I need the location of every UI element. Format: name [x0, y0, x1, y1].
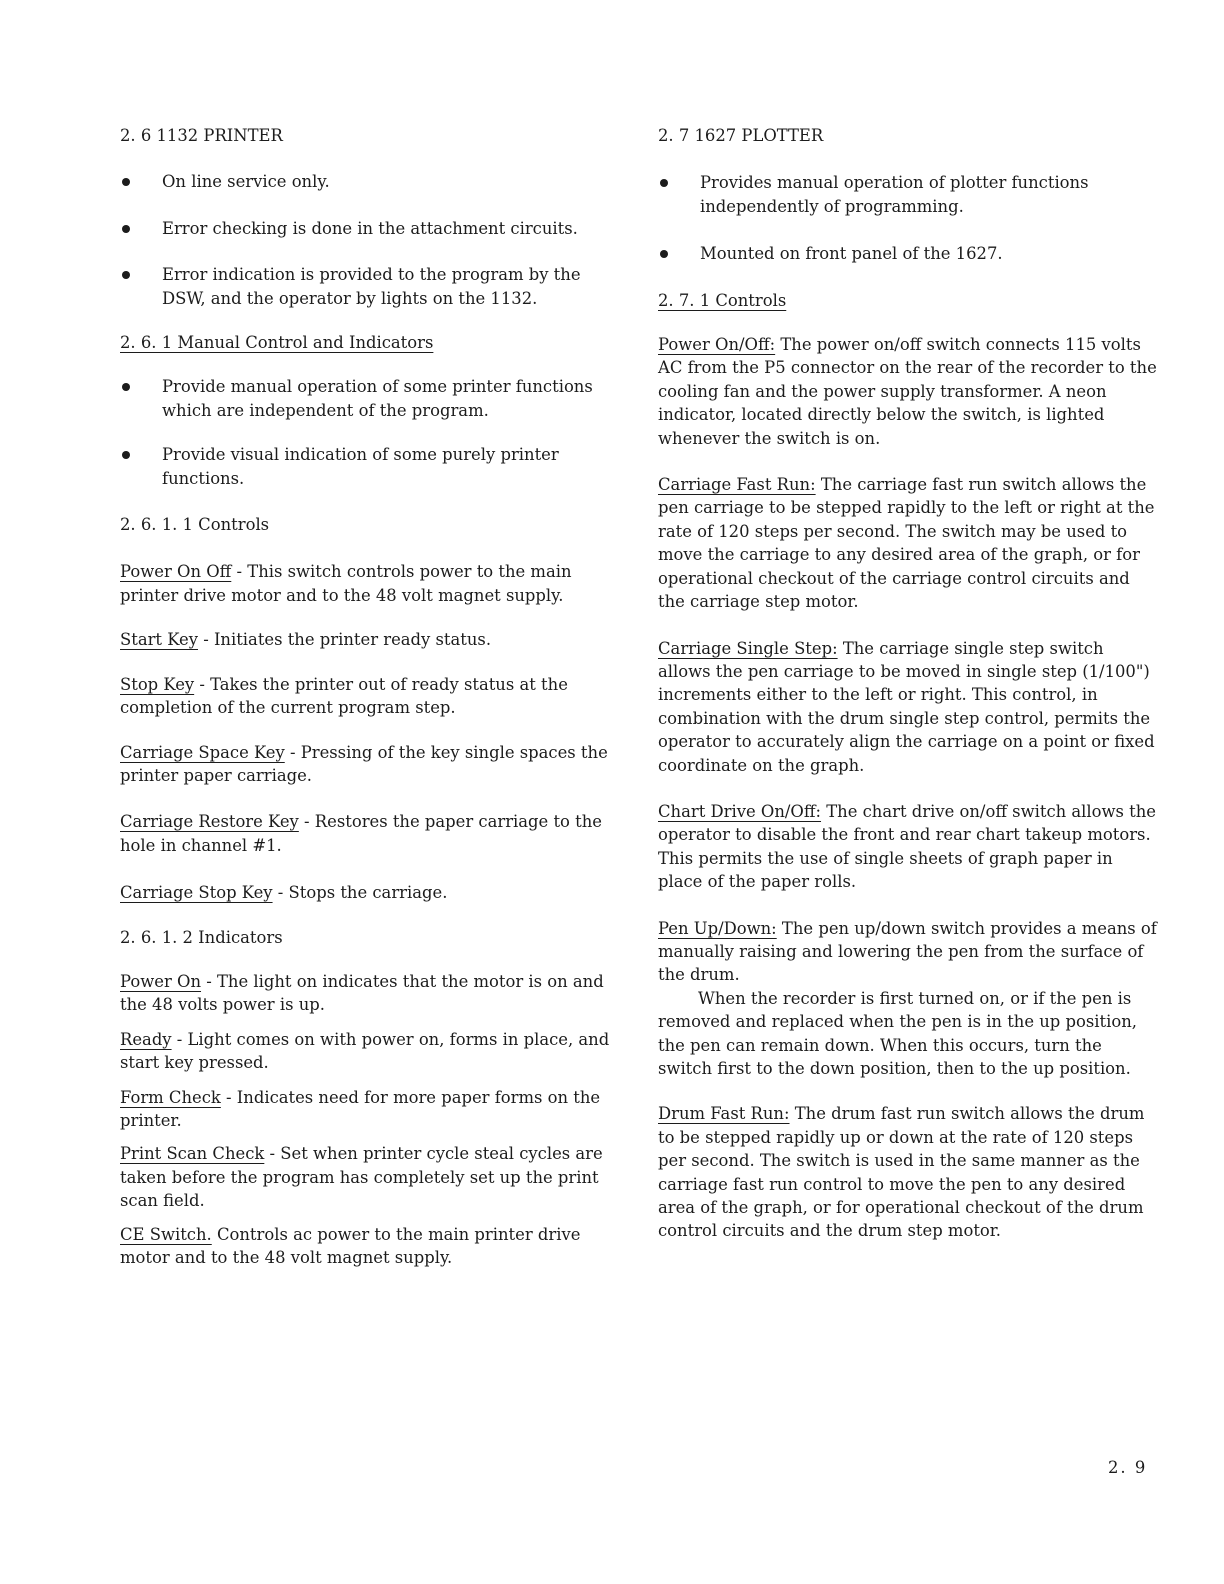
- bullet-icon: [660, 179, 668, 187]
- definition: The chart drive on/off switch allows the operator to disable the front and rear chart takeup motors. This permits the use of single sheets of graph paper in place of the paper rolls.: [658, 801, 1157, 892]
- list-item: [120, 375, 615, 422]
- indicator-entry: [120, 970, 615, 1017]
- definition: The carriage fast run switch allows the pen carriage to be stepped rapidly to the left or right at the rate of 120 steps per second. The switch may be used to move the carriage to any desired area of the graph, or for operational checkout of the carriage control circuits and the carriage step motor.: [658, 475, 1155, 612]
- term: CE Switch.: [120, 1224, 212, 1244]
- term: Carriage Stop Key: [120, 883, 273, 903]
- bullet-icon: [122, 383, 130, 391]
- term: Carriage Space Key: [120, 742, 285, 762]
- list-item: [120, 170, 615, 193]
- control-entry: [658, 917, 1158, 987]
- term: Pen Up/Down:: [658, 918, 777, 938]
- indicator-entry: [120, 1223, 615, 1270]
- subsection-heading-manual-control: 2. 6. 1 Manual Control and Indicators: [120, 333, 434, 353]
- term: Print Scan Check: [120, 1144, 265, 1164]
- list-item: [120, 443, 615, 490]
- list-item: [120, 217, 615, 240]
- bullet-icon: [122, 178, 130, 186]
- term: Carriage Fast Run:: [658, 475, 816, 495]
- definition: - The light on indicates that the motor is on and the 48 volts power is up.: [120, 971, 604, 1015]
- definition: - Light comes on with power on, forms in place, and start key pressed.: [120, 1029, 610, 1073]
- definition: The carriage single step switch allows the pen carriage to be moved in single step (1/100") increments either to the left or right. This control, in combination with the drum single step control, permits the operator to accurately align the carriage on a point or fixed coordinate on the graph.: [658, 638, 1155, 775]
- list-item: [120, 263, 615, 310]
- term: Chart Drive On/Off:: [658, 801, 822, 821]
- bullet-icon: [122, 225, 130, 233]
- indicator-entry: [120, 1028, 615, 1075]
- definition: - This switch controls power to the main printer drive motor and to the 48 volt magnet supply.: [120, 562, 572, 605]
- control-entry: [658, 1102, 1158, 1242]
- indicator-entry: [120, 1142, 615, 1212]
- bullet-icon: [122, 451, 130, 459]
- control-entry: [658, 637, 1158, 777]
- control-entry: [120, 628, 615, 651]
- bullet-text: Mounted on front panel of the 1627.: [700, 244, 1003, 264]
- term: Power On: [120, 971, 202, 991]
- term: Power On/Off:: [658, 335, 776, 355]
- indicator-entry: [120, 1086, 615, 1133]
- bullet-text: On line service only.: [162, 172, 330, 192]
- section-heading-plotter: 2. 7 1627 PLOTTER: [658, 126, 824, 145]
- bullet-text: Provides manual operation of plotter functions independently of programming.: [700, 173, 1089, 216]
- control-entry: [120, 881, 615, 904]
- bullet-icon: [122, 271, 130, 279]
- definition: - Restores the paper carriage to the hole in channel #1.: [120, 812, 602, 855]
- left-column: [120, 124, 615, 1269]
- term: Stop Key: [120, 674, 195, 694]
- controls-heading: 2. 7. 1 Controls: [658, 290, 787, 310]
- term: Power On Off: [120, 562, 232, 582]
- term: Carriage Single Step:: [658, 638, 838, 658]
- bullet-text: Error checking is done in the attachment circuits.: [162, 218, 578, 238]
- pen-note: When the recorder is first turned on, or if the pen is removed and replaced when the pen is in the up position, the pen can remain down. When this occurs, turn the switch first to the down position, then to the up position.: [658, 988, 1137, 1078]
- term: Form Check: [120, 1087, 221, 1107]
- definition: The drum fast run switch allows the drum to be stepped rapidly up or down at the rate of 120 steps per second. The switch is used in the same manner as the carriage fast run control to move the pen to any desired area of the graph, or for operational checkout of the drum control circuits and the drum step motor.: [658, 1104, 1145, 1241]
- control-entry: [120, 560, 615, 607]
- definition: - Stops the carriage.: [272, 883, 448, 903]
- right-column: [658, 124, 1158, 1243]
- term: Ready: [120, 1029, 172, 1049]
- control-entry: [658, 473, 1158, 613]
- term: Drum Fast Run:: [658, 1104, 790, 1124]
- definition: The pen up/down switch provides a means of manually raising and lowering the pen from the surface of the drum.: [658, 918, 1157, 985]
- list-item: [658, 242, 1158, 265]
- page-number: 2. 9: [1108, 1458, 1148, 1477]
- bullet-text: Error indication is provided to the program by the DSW, and the operator by lights on the 1132.: [162, 265, 581, 308]
- term: Carriage Restore Key: [120, 812, 299, 832]
- bullet-text: Provide manual operation of some printer functions which are independent of the program.: [162, 377, 593, 420]
- control-entry: [120, 673, 615, 720]
- control-entry: [120, 741, 615, 788]
- definition: - Set when printer cycle steal cycles are taken before the program has completely set up the print scan field.: [120, 1144, 603, 1211]
- definition: The power on/off switch connects 115 volts AC from the P5 connector on the rear of the recorder to the cooling fan and the power supply transformer. A neon indicator, located directly below the switch, is lighted whenever the switch is on.: [658, 335, 1157, 448]
- definition: Controls ac power to the main printer drive motor and to the 48 volt magnet supply.: [120, 1224, 581, 1267]
- definition: - Indicates need for more paper forms on the printer.: [120, 1087, 601, 1130]
- term: Start Key: [120, 630, 198, 650]
- section-heading-printer: 2. 6 1132 PRINTER: [120, 126, 283, 145]
- definition: - Takes the printer out of ready status at the completion of the current program step.: [120, 674, 568, 718]
- control-entry: [658, 800, 1158, 894]
- definition: - Pressing of the key single spaces the printer paper carriage.: [120, 742, 608, 785]
- control-entry: [120, 810, 615, 857]
- bullet-icon: [660, 250, 668, 258]
- controls-heading: 2. 6. 1. 1 Controls: [120, 515, 270, 535]
- indicators-heading: 2. 6. 1. 2 Indicators: [120, 927, 283, 947]
- bullet-text: Provide visual indication of some purely printer functions.: [162, 445, 559, 488]
- control-entry: [658, 333, 1158, 450]
- list-item: [658, 171, 1158, 218]
- definition: - Initiates the printer ready status.: [197, 630, 492, 650]
